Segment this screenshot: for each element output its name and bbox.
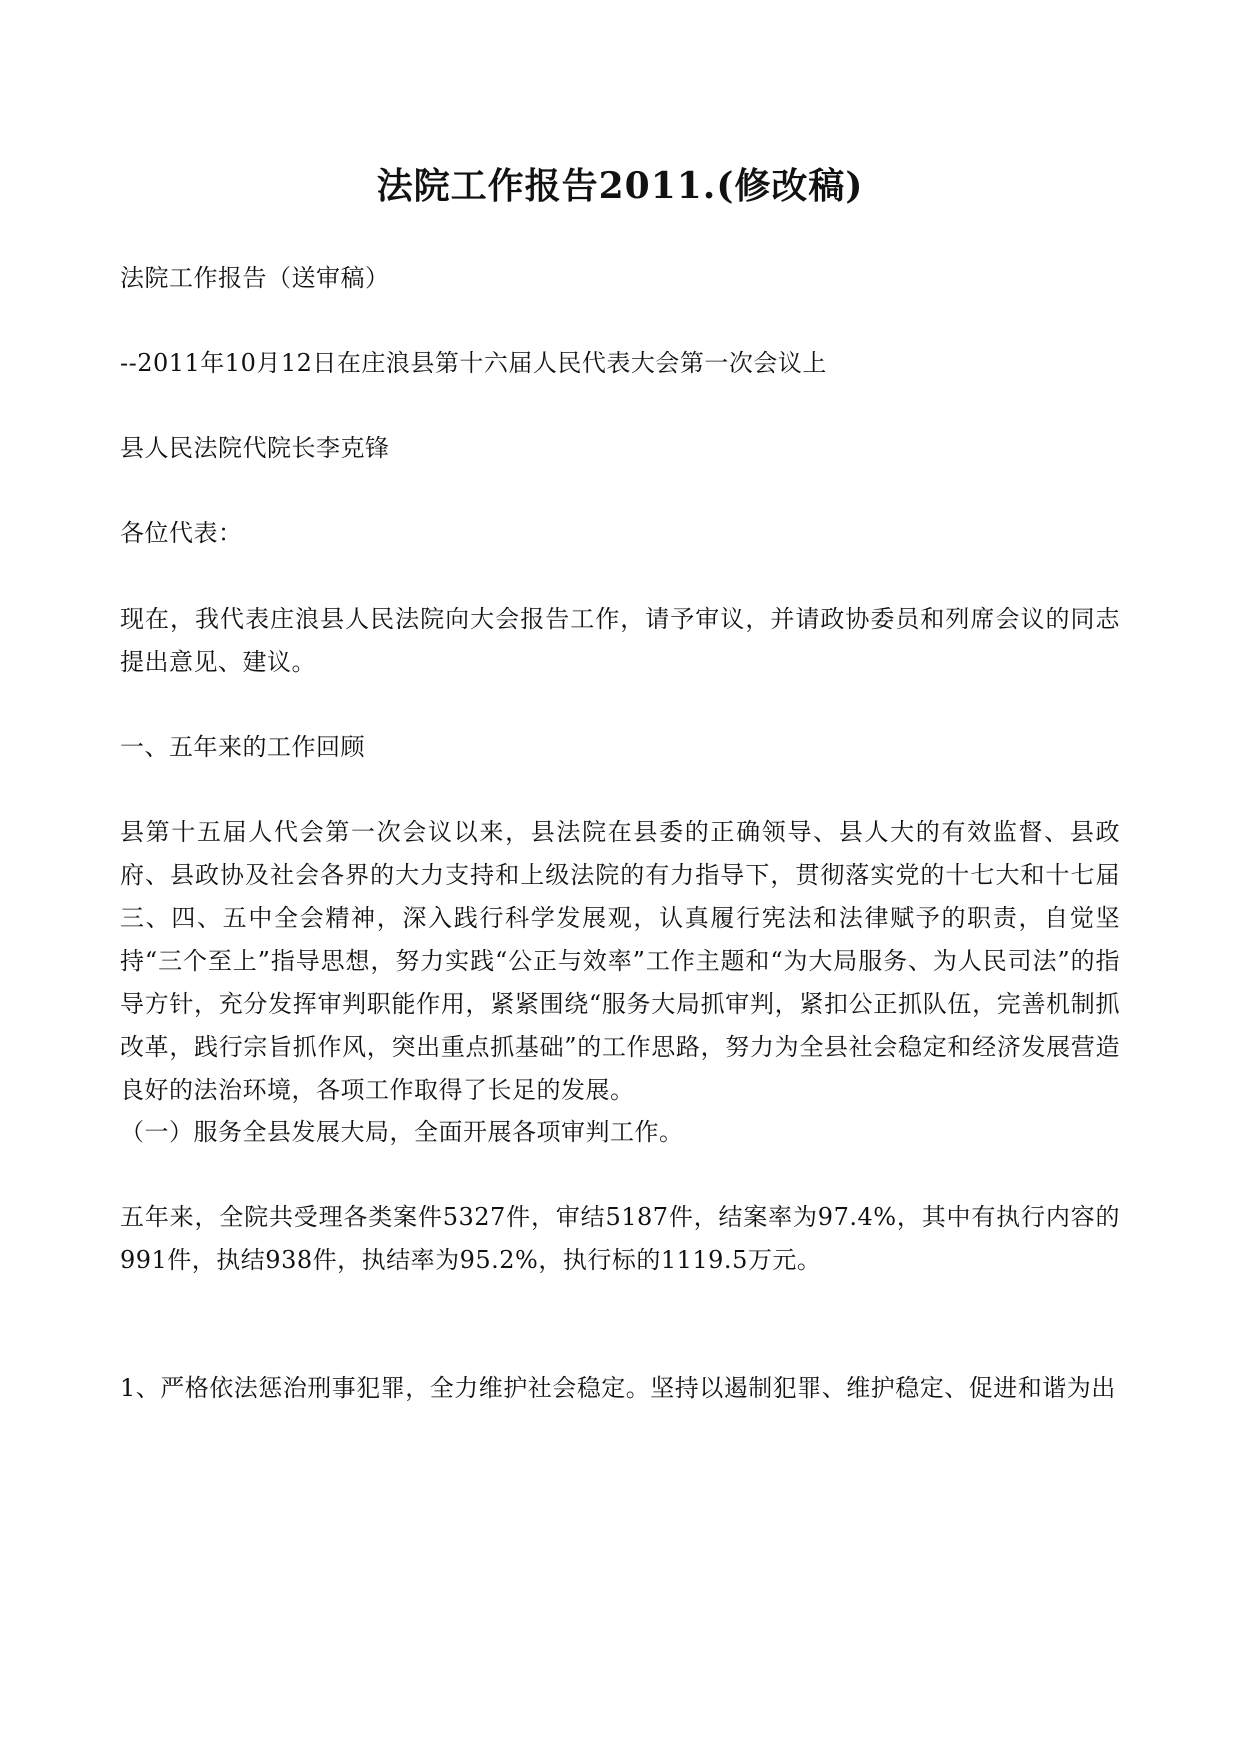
statistics-paragraph: 五年来，全院共受理各类案件5327件，审结5187件，结案率为97.4%，其中有执行内容的991件，执结938件，执结率为95.2%，执行标的1119.5万元。: [120, 1203, 1120, 1274]
salutation: 各位代表：: [120, 519, 243, 547]
subtitle-paragraph: 法院工作报告（送审稿）: [120, 264, 390, 292]
review-paragraph: 县第十五届人代会第一次会议以来，县法院在县委的正确领导、县人大的有效监督、县政府、县政协及社会各界的大力支持和上级法院的有力指导下，贯彻落实党的十七大和十七届三、四、五中全会精神，深入践行科学发展观，认真履行宪法和法律赋予的职责，自觉坚持“三个至上”指导思想，努力实践“公正与效率”工作主题和“为大局服务、为人民司法”的指导方针，充分发挥审判职能作用，紧紧围绕“服务大局抓审判，紧扣公正抓队伍，完善机制抓改革，践行宗旨抓作风，突出重点抓基础”的工作思路，努力为全县社会稳定和经济发展营造良好的法治环境，各项工作取得了长足的发展。: [120, 818, 1120, 1104]
meeting-line: --2011年10月12日在庄浪县第十六届人民代表大会第一次会议上: [120, 349, 827, 377]
item-paragraph: 1、严格依法惩治刑事犯罪，全力维护社会稳定。坚持以遏制犯罪、维护稳定、促进和谐为出: [120, 1374, 1116, 1402]
speaker-line: 县人民法院代院长李克锋: [120, 434, 390, 462]
subsection-heading: （一）服务全县发展大局，全面开展各项审判工作。: [120, 1118, 684, 1146]
section-heading: 一、五年来的工作回顾: [120, 733, 365, 761]
intro-paragraph: 现在，我代表庄浪县人民法院向大会报告工作，请予审议，并请政协委员和列席会议的同志提出意见、建议。: [120, 605, 1120, 676]
document-title: 法院工作报告2011.(修改稿): [376, 165, 864, 207]
